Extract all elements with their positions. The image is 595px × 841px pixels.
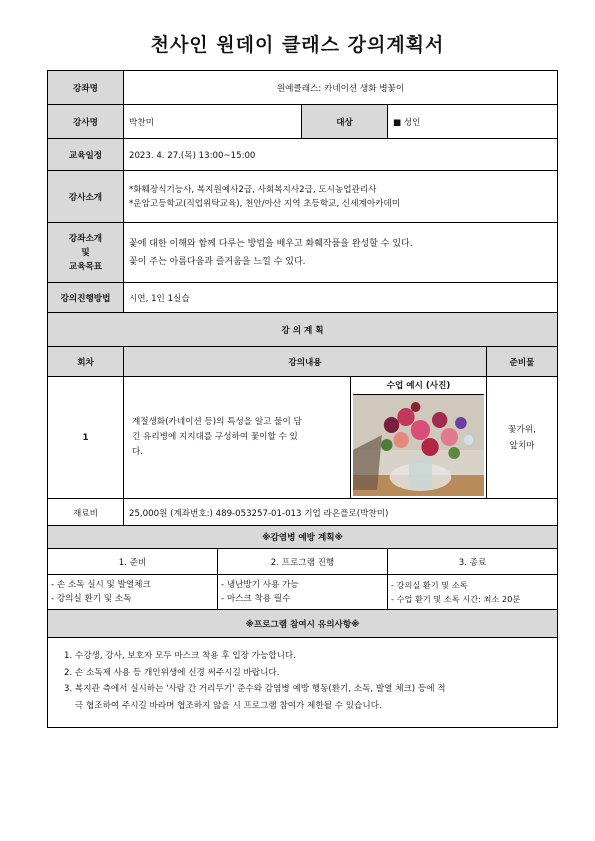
- col-session: 회차: [48, 347, 124, 377]
- fee-label: 재료비: [48, 499, 124, 527]
- method-value: 시연, 1인 1실습: [124, 283, 558, 313]
- course-value: 원예클래스: 카네이션 생화 병꽃이: [124, 71, 558, 105]
- goals-label-line: 및: [81, 247, 90, 258]
- covid-progress-items: [218, 575, 388, 610]
- instructor-value: 박찬미: [124, 105, 302, 139]
- covid-col-prepare: 1. 준비: [48, 549, 218, 575]
- materials: [487, 377, 558, 499]
- covid-end-items: [388, 575, 558, 610]
- goals-label-line: 교육목표: [68, 261, 103, 272]
- session-content: [124, 377, 351, 499]
- covid-item: - 마스크 착용 필수: [221, 594, 291, 604]
- info-table: [47, 70, 558, 313]
- goals-label-line: 강좌소개: [68, 233, 103, 244]
- covid-prepare-items: [48, 575, 218, 610]
- fee-value: 25,000원 (계좌번호:) 489-053257-01-013 기업 라온플로(박찬미): [124, 499, 558, 527]
- intro-value: [124, 171, 558, 223]
- photo-caption: 수업 예시 (사진): [353, 379, 484, 395]
- col-content: 강의내용: [124, 347, 487, 377]
- notes-table: [47, 609, 558, 728]
- col-materials: 준비물: [487, 347, 558, 377]
- content-line: 긴 유리병에 지지대를 구성하여 꽃이할 수 있: [132, 432, 298, 442]
- session-number: 1: [48, 377, 124, 499]
- covid-item: - 강의실 환기 및 소독: [51, 594, 132, 604]
- covid-section-title: ※감염병 예방 계획※: [48, 526, 558, 549]
- schedule-label: 교육일정: [48, 139, 124, 171]
- note-line: 2. 손 소독제 사용 등 개인위생에 신경 써주시길 바랍니다.: [64, 667, 280, 678]
- covid-item: - 냉난방기 사용 가능: [221, 580, 299, 590]
- goals-value: [124, 223, 558, 283]
- target-value: ■ 성인: [388, 105, 558, 139]
- materials-line: 꽃가위,: [508, 424, 536, 435]
- note-line: 3. 복지관 측에서 실시하는 '사람 간 거리두기' 준수와 감염병 예방 행동(환기, 소독, 발열 체크) 등에 적: [64, 684, 446, 694]
- plan-section-title: 강 의 계 획: [48, 313, 558, 347]
- content-line: 다.: [132, 447, 144, 457]
- goals-line: 꽃에 대한 이해와 함께 다루는 방법을 배우고 화훼작품을 완성할 수 있다.: [129, 238, 413, 249]
- covid-col-end: 3. 종료: [388, 549, 558, 575]
- materials-line: 앞치마: [509, 440, 535, 451]
- document-title: 천사인 원데이 클래스 강의계획서: [150, 34, 445, 56]
- note-line: 극 협조하여 주시길 바라며 협조하지 않을 시 프로그램 참여가 제한될 수 있습니다.: [64, 700, 382, 711]
- goals-line: 꽃이 주는 아름다움과 즐거움을 느낄 수 있다.: [129, 256, 306, 267]
- target-label: 대상: [302, 105, 388, 139]
- instructor-label: 강사명: [48, 105, 124, 139]
- intro-line: *화훼장식기능사, 복지원예사2급, 사회복지사2급, 도시농업관리사: [129, 184, 377, 195]
- covid-table: [47, 525, 558, 610]
- covid-item: - 수업 환기 및 소독 시간: 최소 20분: [391, 594, 521, 604]
- flower-bouquet-photo: [353, 395, 484, 496]
- note-line: 1. 수강생, 강사, 보호자 모두 마스크 착용 후 입장 가능합니다.: [64, 651, 296, 661]
- intro-line: *운암고등학교(직업위탁교육), 천안/아산 지역 초등학교, 신세계아카데미: [129, 198, 401, 209]
- course-label: 강좌명: [48, 71, 124, 105]
- covid-col-progress: 2. 프로그램 진행: [218, 549, 388, 575]
- notes-body: [48, 638, 558, 728]
- schedule-value: 2023. 4. 27.(목) 13:00~15:00: [124, 139, 558, 171]
- plan-table: [47, 312, 558, 527]
- goals-label: [48, 223, 124, 283]
- covid-item: - 손 소독 실시 및 발열체크: [51, 580, 151, 590]
- covid-item: - 강의실 환기 및 소독: [391, 580, 468, 590]
- notes-section-title: ※프로그램 참여시 유의사항※: [48, 610, 558, 638]
- intro-label: 강사소개: [48, 171, 124, 223]
- photo-cell: [351, 377, 487, 499]
- content-line: 계절생화(카네이션 등)의 특성을 알고 물이 담: [132, 417, 302, 427]
- method-label: 강의진행방법: [48, 283, 124, 313]
